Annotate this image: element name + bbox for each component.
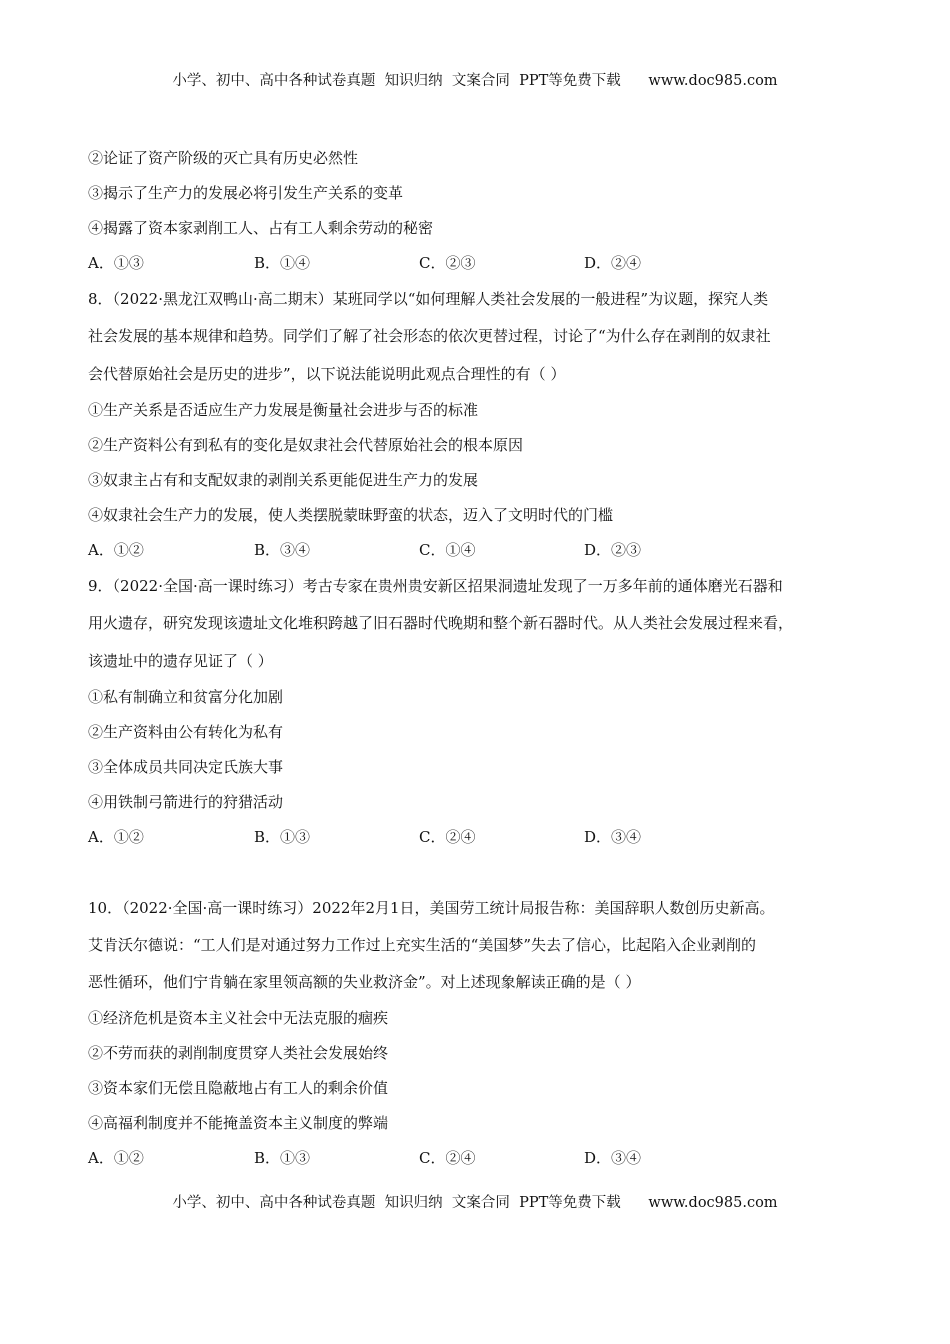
- q9-option-b[interactable]: B．①③: [254, 828, 311, 846]
- q7-item-2: ②论证了资产阶级的灭亡具有历史必然性: [88, 149, 359, 167]
- q9-item-4: ④用铁制弓箭进行的狩猎活动: [88, 793, 284, 811]
- q10-option-c[interactable]: C．②④: [419, 1149, 476, 1167]
- q10-option-b[interactable]: B．①③: [254, 1149, 311, 1167]
- q9-stem-line-3: 该遗址中的遗存见证了（ ）: [88, 652, 273, 670]
- q9-option-a[interactable]: A．①②: [88, 828, 144, 846]
- q10-options: [88, 1147, 848, 1167]
- q7-item-4: ④揭露了资本家剥削工人、占有工人剩余劳动的秘密: [88, 219, 434, 237]
- page-header: 小学、初中、高中各种试卷真题 知识归纳 文案合同 PPT等免费下载 www.doc985.com: [172, 73, 778, 89]
- q8-item-1: ①生产关系是否适应生产力发展是衡量社会进步与否的标准: [88, 401, 479, 419]
- q8-option-a[interactable]: A．①②: [88, 541, 144, 559]
- q10-stem-line-3: 恶性循环，他们宁肯躺在家里领高额的失业救济金”。对上述现象解读正确的是（ ）: [88, 973, 641, 991]
- q9-stem-line-1: 9．（2022·全国·高一课时练习）考古专家在贵州贵安新区招果洞遗址发现了一万多年前的通体磨光石器和: [88, 577, 783, 595]
- q8-option-b[interactable]: B．③④: [254, 541, 311, 559]
- q9-stem-line-2: 用火遗存，研究发现该遗址文化堆积跨越了旧石器时代晚期和整个新石器时代。从人类社会发展过程来看，: [88, 614, 794, 632]
- page-footer: 小学、初中、高中各种试卷真题 知识归纳 文案合同 PPT等免费下载 www.doc985.com: [172, 1195, 778, 1211]
- q8-stem-line-1: 8．（2022·黑龙江双鸭山·高二期末）某班同学以“如何理解人类社会发展的一般进程”为议题，探究人类: [88, 290, 769, 308]
- q10-option-d[interactable]: D．③④: [584, 1149, 642, 1167]
- q9-options: [88, 826, 848, 846]
- q9-option-d[interactable]: D．③④: [584, 828, 642, 846]
- q10-stem-line-1: 10．（2022·全国·高一课时练习）2022年2月1日，美国劳工统计局报告称：美国辞职人数创历史新高。: [88, 899, 775, 917]
- q7-option-a[interactable]: A．①③: [88, 254, 144, 272]
- q8-option-c[interactable]: C．①④: [419, 541, 476, 559]
- q8-stem-line-2: 社会发展的基本规律和趋势。同学们了解了社会形态的依次更替过程，讨论了“为什么存在剥削的奴隶社: [88, 327, 771, 345]
- q7-option-c[interactable]: C．②③: [419, 254, 476, 272]
- q8-stem-line-3: 会代替原始社会是历史的进步”，以下说法能说明此观点合理性的有（ ）: [88, 365, 566, 383]
- q9-item-1: ①私有制确立和贫富分化加剧: [88, 688, 284, 706]
- q8-item-2: ②生产资料公有到私有的变化是奴隶社会代替原始社会的根本原因: [88, 436, 524, 454]
- q10-item-1: ①经济危机是资本主义社会中无法克服的痼疾: [88, 1009, 389, 1027]
- q7-item-3: ③揭示了生产力的发展必将引发生产关系的变革: [88, 184, 404, 202]
- q10-item-3: ③资本家们无偿且隐蔽地占有工人的剩余价值: [88, 1079, 389, 1097]
- q9-option-c[interactable]: C．②④: [419, 828, 476, 846]
- q8-item-4: ④奴隶社会生产力的发展，使人类摆脱蒙昧野蛮的状态，迈入了文明时代的门槛: [88, 506, 614, 524]
- q7-option-b[interactable]: B．①④: [254, 254, 311, 272]
- q7-options: [88, 252, 848, 272]
- q10-stem-line-2: 艾肯沃尔德说：“工人们是对通过努力工作过上充实生活的“美国梦”失去了信心，比起陷入企业剥削的: [88, 936, 757, 954]
- q7-option-d[interactable]: D．②④: [584, 254, 642, 272]
- q9-item-3: ③全体成员共同决定氏族大事: [88, 758, 284, 776]
- q10-item-4: ④高福利制度并不能掩盖资本主义制度的弊端: [88, 1114, 389, 1132]
- q10-option-a[interactable]: A．①②: [88, 1149, 144, 1167]
- q9-item-2: ②生产资料由公有转化为私有: [88, 723, 284, 741]
- q8-option-d[interactable]: D．②③: [584, 541, 642, 559]
- q10-item-2: ②不劳而获的剥削制度贯穿人类社会发展始终: [88, 1044, 389, 1062]
- q8-options: [88, 539, 848, 559]
- q8-item-3: ③奴隶主占有和支配奴隶的剥削关系更能促进生产力的发展: [88, 471, 479, 489]
